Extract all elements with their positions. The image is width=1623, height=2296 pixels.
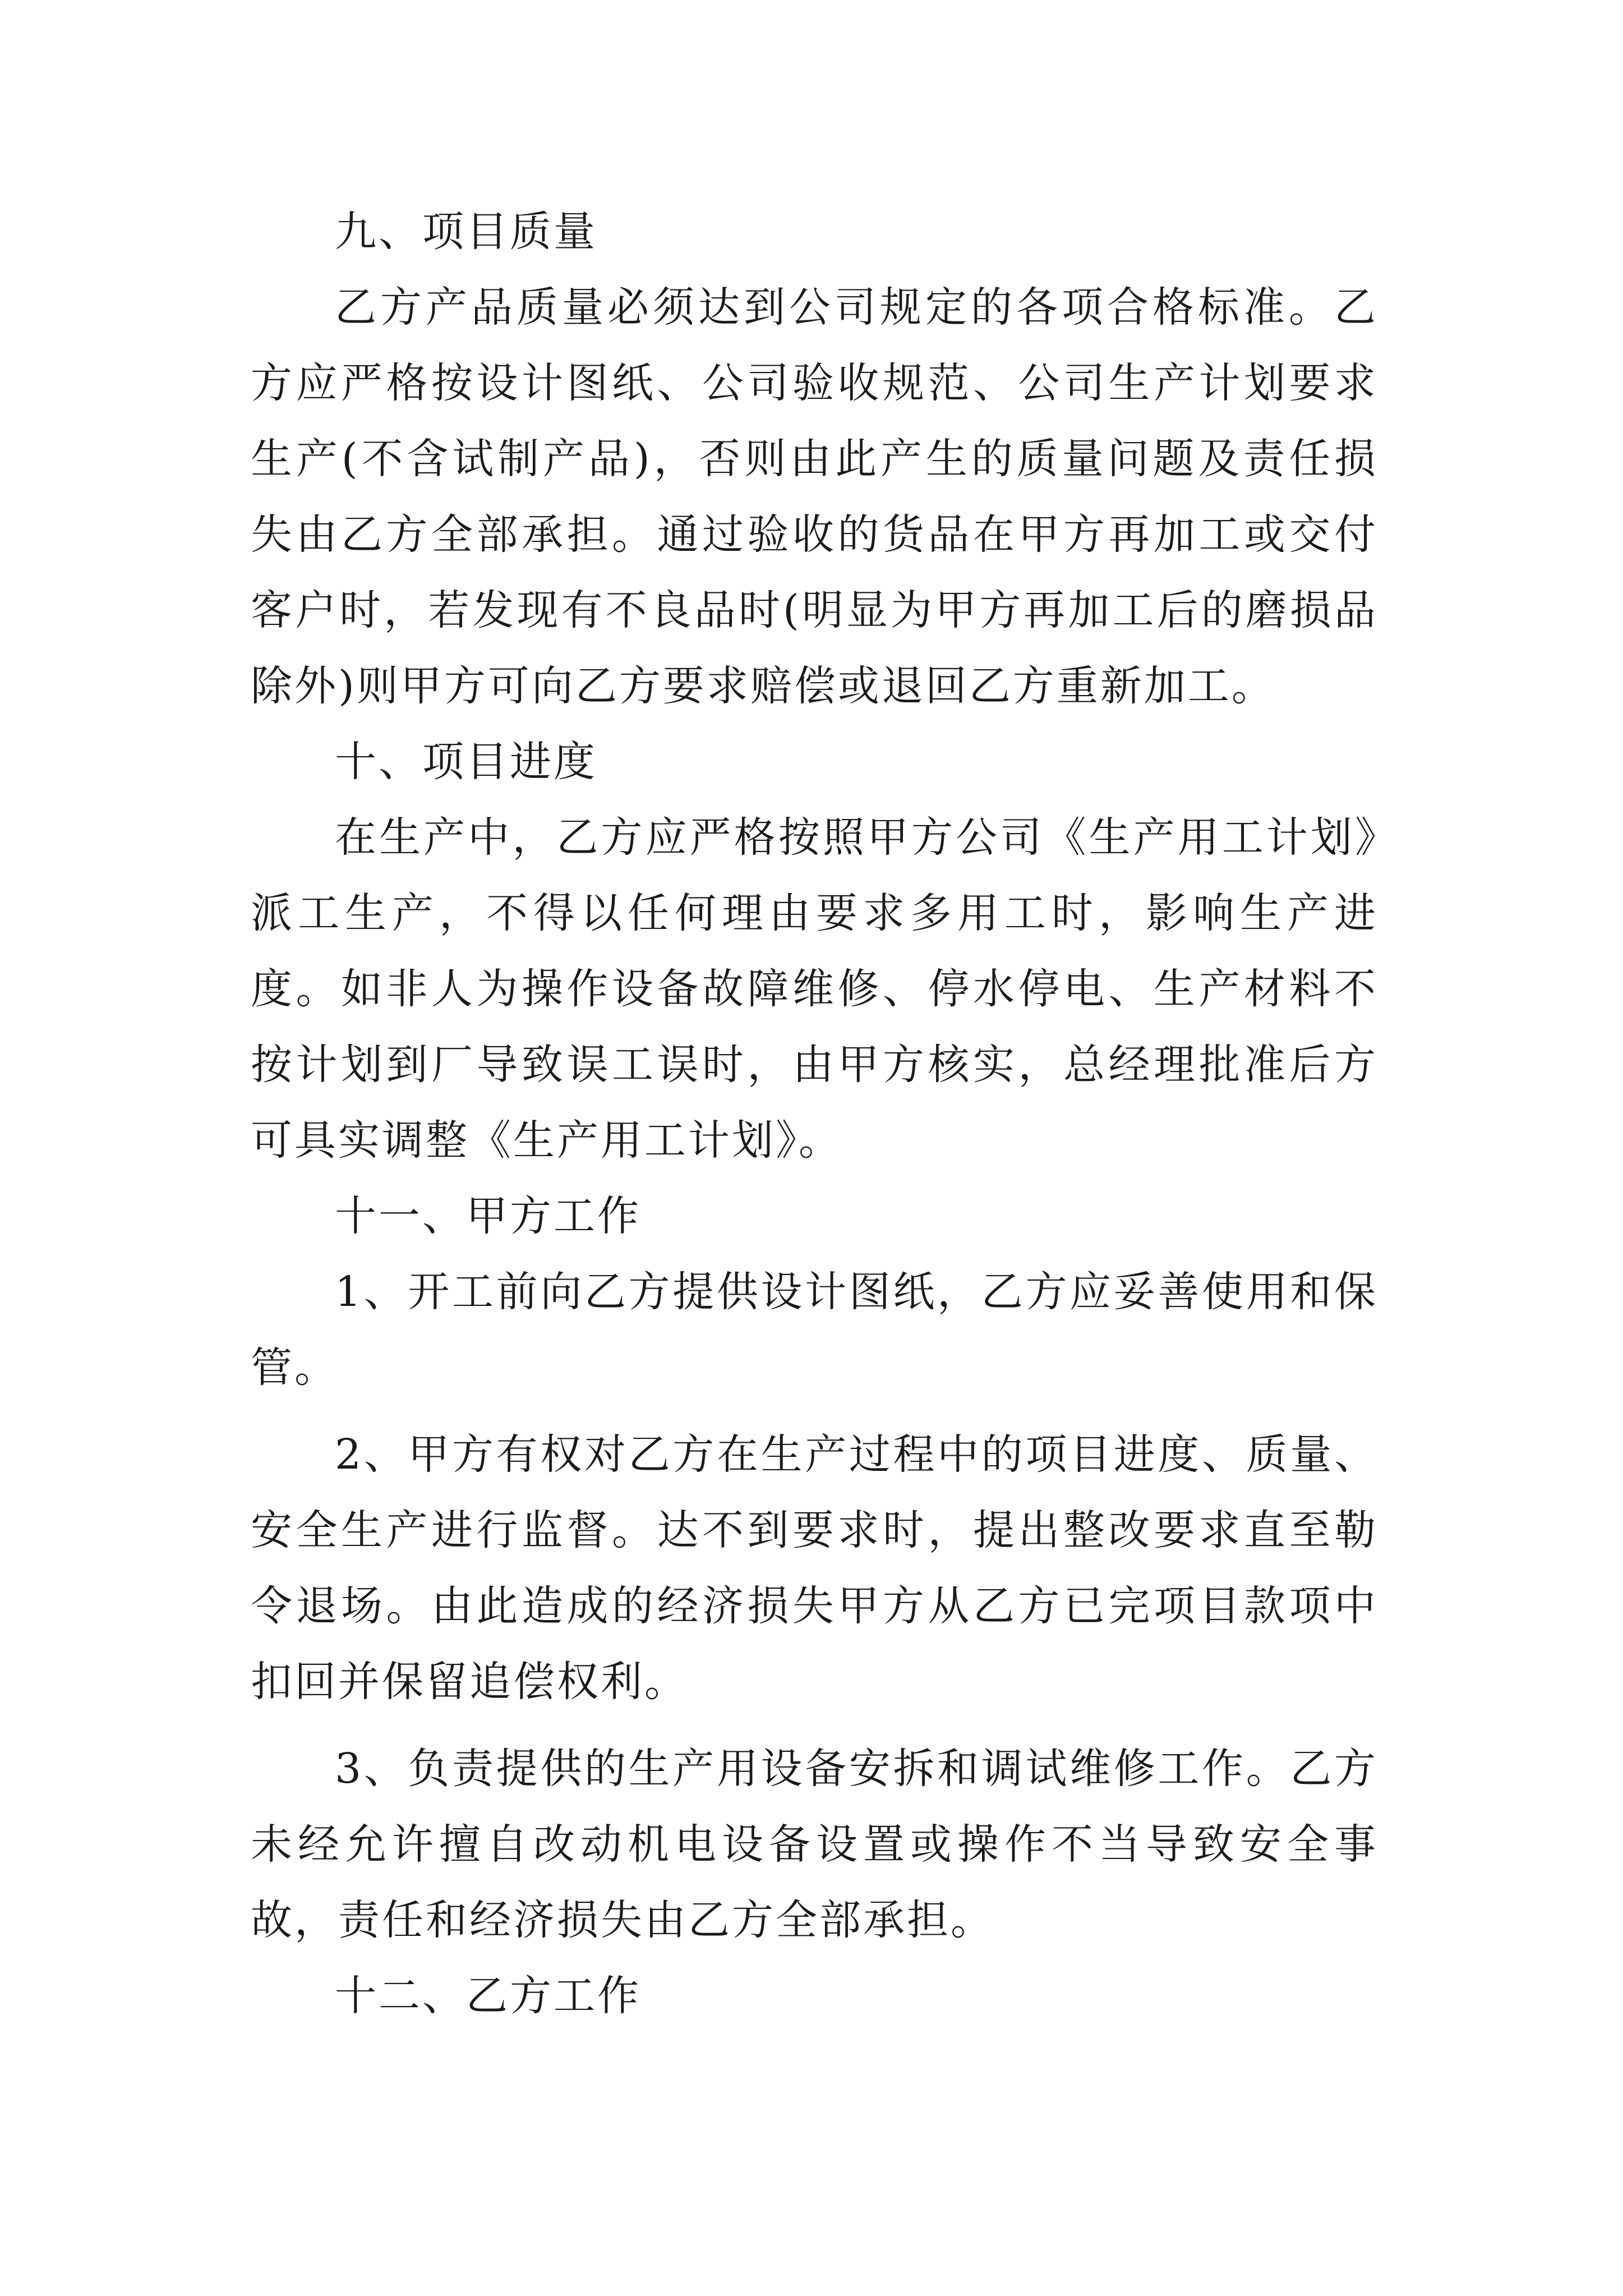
section-heading-quality: 九、项目质量 — [335, 208, 597, 256]
section-heading-party-a-duties: 十一、甲方工作 — [335, 1192, 641, 1240]
section-paragraph: 3、负责提供的生产用设备安拆和调试维修工作。乙方未经允许擅自改动机电设备设置或操作不当导致安全事故，责任和经济损失由乙方全部承担。 — [251, 1745, 1378, 1944]
section-paragraph: 1、开工前向乙方提供设计图纸，乙方应妥善使用和保管。 — [251, 1268, 1378, 1392]
section-paragraph: 乙方产品质量必须达到公司规定的各项合格标准。乙方应严格按设计图纸、公司验收规范、公司生产计划要求生产(不含试制产品)，否则由此产生的质量问题及责任损失由乙方全部承担。通过验收的货品在甲方再加工或交付客户时，若发现有不良品时(明显为甲方再加工后的磨损品除外)则甲方可向乙方要求赔偿或退回乙方重新加工。 — [251, 283, 1378, 710]
section-paragraph: 在生产中，乙方应严格按照甲方公司《生产用工计划》派工生产，不得以任何理由要求多用工时，影响生产进度。如非人为操作设备故障维修、停水停电、生产材料不按计划到厂导致误工误时，由甲方核实，总经理批准后方可具实调整《生产用工计划》。 — [251, 813, 1378, 1165]
document-body — [251, 194, 1378, 2034]
section-heading-party-b-duties: 十二、乙方工作 — [335, 1972, 641, 2020]
section-heading-progress: 十、项目进度 — [335, 738, 597, 786]
section-paragraph: 2、甲方有权对乙方在生产过程中的项目进度、质量、安全生产进行监督。达不到要求时，提出整改要求直至勒令退场。由此造成的经济损失甲方从乙方已完项目款项中扣回并保留追偿权利。 — [251, 1430, 1378, 1706]
